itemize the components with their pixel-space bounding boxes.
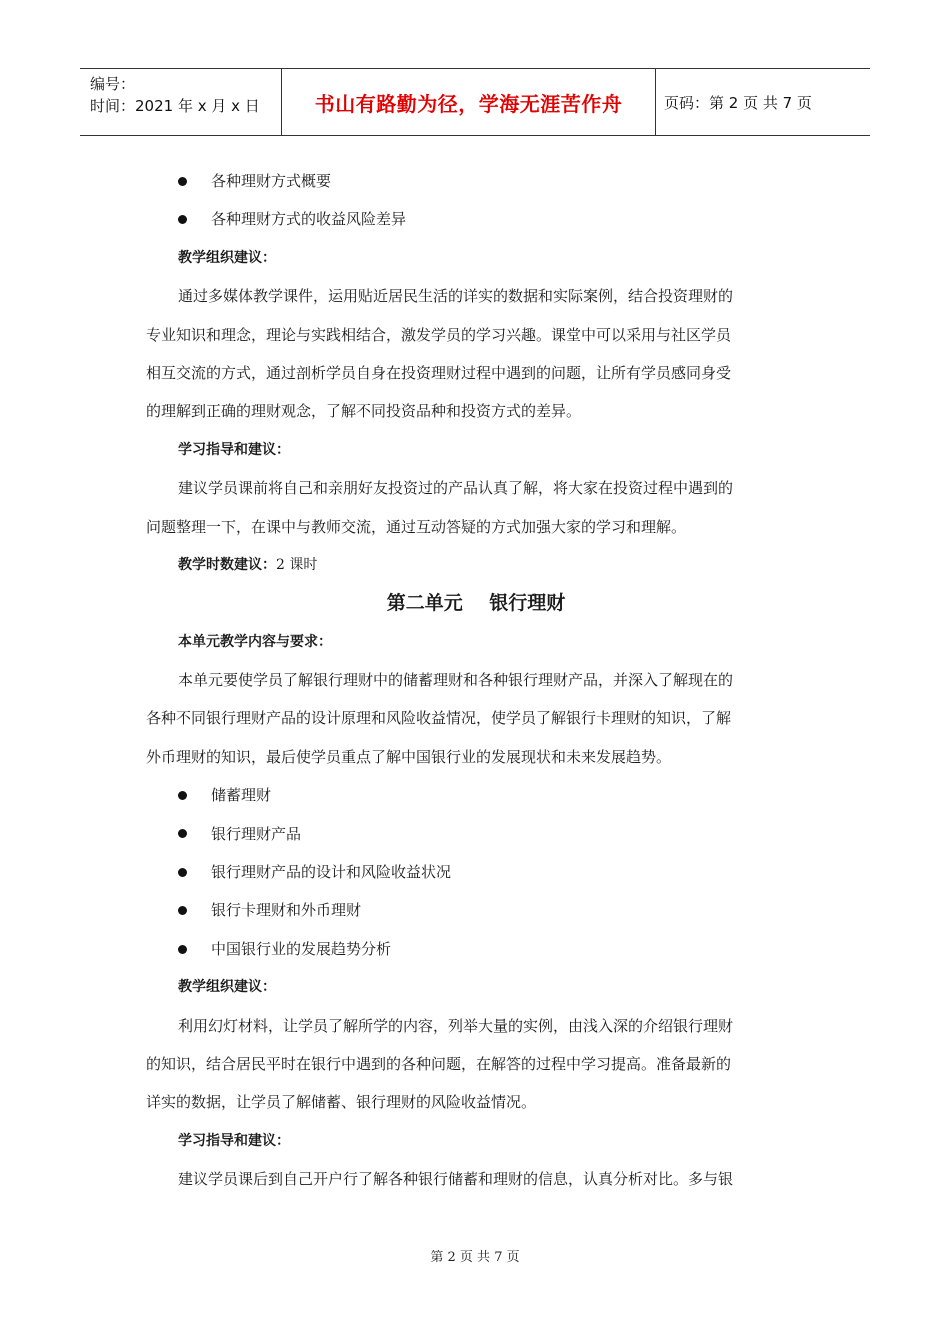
paragraph-line: 外币理财的知识，最后使学员重点了解中国银行业的发展现状和未来发展趋势。 xyxy=(146,747,672,766)
list-item-text: 银行理财产品 xyxy=(211,824,302,843)
list-item xyxy=(146,930,806,968)
bullet-dot-icon xyxy=(178,791,187,800)
paragraph-line: 的知识，结合居民平时在银行中遇到的各种问题，在解答的过程中学习提高。准备最新的 xyxy=(146,1054,732,1073)
hours-value: 2 课时 xyxy=(276,556,318,573)
bullet-dot-icon xyxy=(178,945,187,954)
list-item-text: 中国银行业的发展趋势分析 xyxy=(211,939,392,958)
section-label: 本单元教学内容与要求： xyxy=(178,633,332,650)
list-item xyxy=(146,815,806,853)
page-footer: 第 2 页 共 7 页 xyxy=(430,1250,520,1265)
list-item-text: 银行卡理财和外币理财 xyxy=(211,901,362,920)
bullet-dot-icon xyxy=(178,215,187,224)
paragraph-line: 相互交流的方式，通过剖析学员自身在投资理财过程中遇到的问题，让所有学员感同身受 xyxy=(146,363,732,382)
header-number-label: 编号： xyxy=(90,75,136,93)
section-label: 学习指导和建议： xyxy=(178,441,290,458)
list-item xyxy=(146,853,806,891)
list-item xyxy=(146,776,806,814)
list-item-text: 各种理财方式概要 xyxy=(211,172,332,190)
list-item-text: 银行理财产品的设计和风险收益状况 xyxy=(211,863,452,882)
document-body xyxy=(146,162,806,1199)
bullet-dot-icon xyxy=(178,829,187,838)
list-item xyxy=(146,200,806,238)
header-meta xyxy=(80,69,282,135)
paragraph-line: 利用幻灯材料，让学员了解所学的内容，列举大量的实例，由浅入深的介绍银行理财 xyxy=(178,1016,734,1035)
bullet-dot-icon xyxy=(178,177,187,186)
paragraph-line: 通过多媒体教学课件，运用贴近居民生活的详实的数据和实际案例，结合投资理财的 xyxy=(178,287,734,306)
header-motto: 书山有路勤为径，学海无涯苦作舟 xyxy=(282,69,656,135)
unit-title: 第二单元 银行理财 xyxy=(386,592,566,615)
hours-line xyxy=(146,546,806,584)
header-page-code: 页码：第 2 页 共 7 页 xyxy=(664,93,812,112)
paragraph-line: 建议学员课后到自己开户行了解各种银行储蓄和理财的信息，认真分析对比。多与银 xyxy=(178,1170,734,1189)
paragraph-line: 的理解到正确的理财观念，了解不同投资品种和投资方式的差异。 xyxy=(146,402,582,421)
paragraph-line: 各种不同银行理财产品的设计原理和风险收益情况，使学员了解银行卡理财的知识，了解 xyxy=(146,709,732,728)
list-item-text: 储蓄理财 xyxy=(211,786,272,805)
section-label: 教学组织建议： xyxy=(178,249,276,266)
paragraph-line: 本单元要使学员了解银行理财中的储蓄理财和各种银行理财产品，并深入了解现在的 xyxy=(178,671,734,690)
paragraph-line: 建议学员课前将自己和亲朋好友投资过的产品认真了解，将大家在投资过程中遇到的 xyxy=(178,479,734,498)
page-header xyxy=(80,68,870,136)
bullet-dot-icon xyxy=(178,906,187,915)
section-label: 学习指导和建议： xyxy=(178,1132,290,1149)
paragraph-line: 专业知识和理念，理论与实践相结合，激发学员的学习兴趣。课堂中可以采用与社区学员 xyxy=(146,325,732,344)
hours-label: 教学时数建议： xyxy=(178,556,276,573)
bullet-dot-icon xyxy=(178,868,187,877)
paragraph-line: 问题整理一下，在课中与教师交流，通过互动答疑的方式加强大家的学习和理解。 xyxy=(146,517,687,536)
list-item-text: 各种理财方式的收益风险差异 xyxy=(211,210,407,229)
header-time-label: 时间：2021 年 x 月 x 日 xyxy=(90,97,260,115)
list-item xyxy=(146,891,806,929)
list-item xyxy=(146,162,806,200)
section-label: 教学组织建议： xyxy=(178,979,276,996)
paragraph-line: 详实的数据，让学员了解储蓄、银行理财的风险收益情况。 xyxy=(146,1093,537,1112)
